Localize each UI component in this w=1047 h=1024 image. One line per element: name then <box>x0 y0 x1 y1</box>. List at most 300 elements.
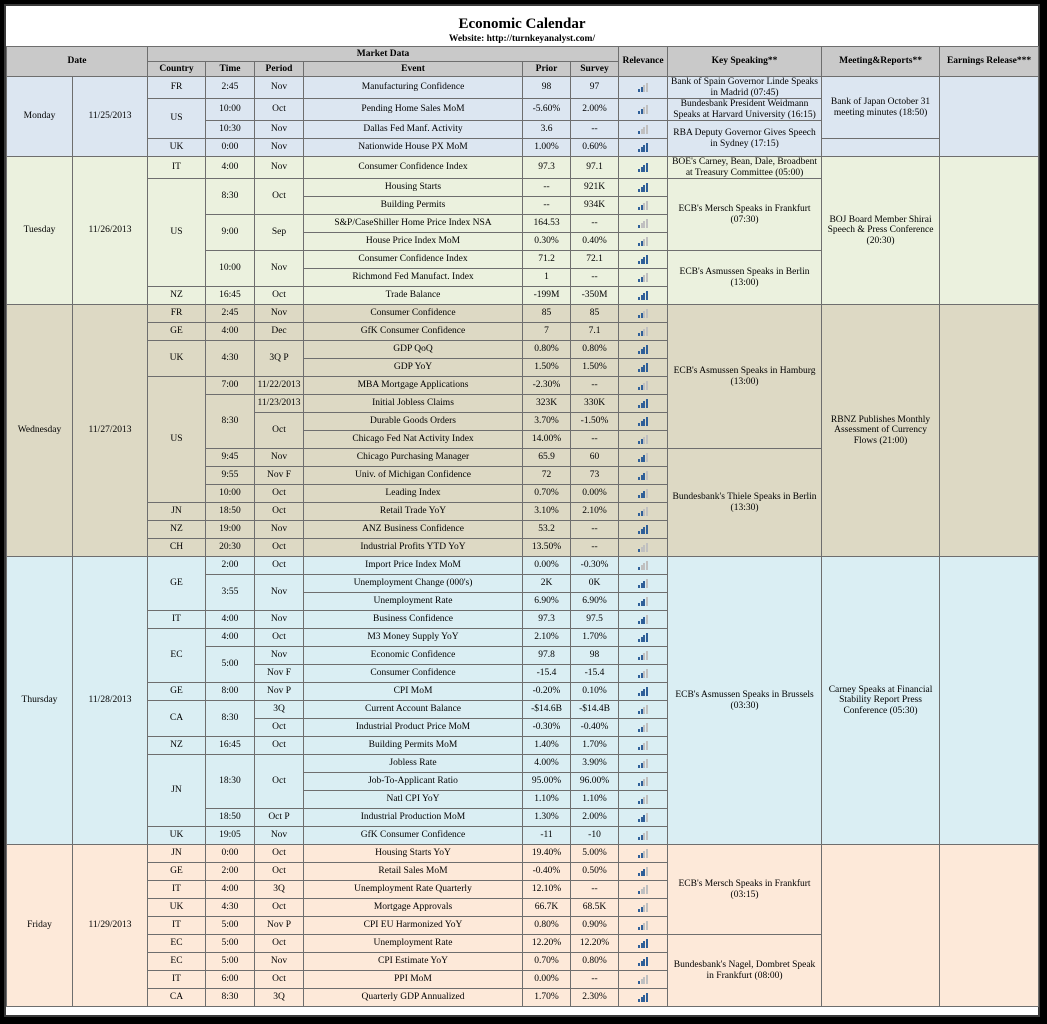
event-cell: GfK Consumer Confidence <box>304 323 523 341</box>
prior-cell: 12.10% <box>523 881 571 899</box>
prior-cell: 98 <box>523 77 571 99</box>
header-prior: Prior <box>523 62 571 77</box>
meeting-report-cell: BOJ Board Member Shirai Speech & Press Conference (20:30) <box>822 157 940 305</box>
day-name: Monday <box>7 77 73 157</box>
prior-cell: 0.00% <box>523 971 571 989</box>
period-cell: Sep <box>255 215 304 251</box>
survey-cell: 0.50% <box>571 863 619 881</box>
relevance-bars-icon <box>638 237 648 246</box>
time-cell: 16:45 <box>206 287 255 305</box>
prior-cell: 0.70% <box>523 953 571 971</box>
prior-cell: -5.60% <box>523 99 571 121</box>
event-cell: Leading Index <box>304 485 523 503</box>
survey-cell: -15.4 <box>571 665 619 683</box>
prior-cell: 97.8 <box>523 647 571 665</box>
relevance-bar <box>646 183 648 192</box>
prior-cell: 13.50% <box>523 539 571 557</box>
prior-cell: 3.6 <box>523 121 571 139</box>
relevance-bars-icon <box>638 993 648 1002</box>
survey-cell: 72.1 <box>571 251 619 269</box>
event-cell: Consumer Confidence Index <box>304 251 523 269</box>
header-relevance: Relevance <box>619 47 668 77</box>
country-cell: UK <box>148 139 206 157</box>
relevance-bars-icon <box>638 957 648 966</box>
event-cell: GfK Consumer Confidence <box>304 827 523 845</box>
relevance-cell <box>619 395 668 413</box>
relevance-bars-icon <box>638 201 648 210</box>
country-cell: CH <box>148 539 206 557</box>
prior-cell: 0.30% <box>523 233 571 251</box>
survey-cell: 6.90% <box>571 593 619 611</box>
prior-cell: 53.2 <box>523 521 571 539</box>
relevance-bars-icon <box>638 525 648 534</box>
day-name: Tuesday <box>7 157 73 305</box>
key-speaking-cell: Bundesbank President Weidmann Speaks at Harvard University (16:15) <box>668 99 822 121</box>
relevance-bars-icon <box>638 831 648 840</box>
relevance-cell <box>619 377 668 395</box>
title-bar <box>6 6 1038 46</box>
website-label: Website: http://turnkeyanalyst.com/ <box>448 34 596 44</box>
relevance-bar <box>646 255 648 264</box>
key-speaking-cell: ECB's Mersch Speaks in Frankfurt (07:30) <box>668 179 822 251</box>
event-cell: Univ. of Michigan Confidence <box>304 467 523 485</box>
prior-cell: 1.40% <box>523 737 571 755</box>
survey-cell: -- <box>571 215 619 233</box>
relevance-bars-icon <box>638 291 648 300</box>
period-cell: Nov <box>255 305 304 323</box>
event-cell: Industrial Profits YTD YoY <box>304 539 523 557</box>
relevance-cell <box>619 99 668 121</box>
relevance-bar <box>646 939 648 948</box>
prior-cell: 72 <box>523 467 571 485</box>
day-date: 11/27/2013 <box>73 305 148 557</box>
meeting-report-cell: Carney Speaks at Financial Stability Report Press Conference (05:30) <box>822 557 940 845</box>
relevance-cell <box>619 121 668 139</box>
calendar-frame <box>4 4 1040 1017</box>
prior-cell: -0.40% <box>523 863 571 881</box>
country-cell: IT <box>148 971 206 989</box>
period-cell: Nov <box>255 139 304 157</box>
key-speaking-cell: ECB's Mersch Speaks in Frankfurt (03:15) <box>668 845 822 935</box>
key-speaking-cell: Bundesbank's Nagel, Dombret Speak in Frankfurt (08:00) <box>668 935 822 1007</box>
event-cell: Chicago Purchasing Manager <box>304 449 523 467</box>
relevance-cell <box>619 863 668 881</box>
event-cell: PPI MoM <box>304 971 523 989</box>
period-cell: Nov <box>255 647 304 665</box>
period-cell: Oct <box>255 737 304 755</box>
header-period: Period <box>255 62 304 77</box>
header-market-data: Market Data <box>148 47 619 62</box>
relevance-bar <box>646 163 648 172</box>
event-cell: Retail Sales MoM <box>304 863 523 881</box>
relevance-cell <box>619 971 668 989</box>
header-earnings: Earnings Release*** <box>940 47 1039 77</box>
country-cell: IT <box>148 157 206 179</box>
relevance-cell <box>619 809 668 827</box>
country-cell: JN <box>148 755 206 827</box>
key-speaking-cell: ECB's Asmussen Speaks in Berlin (13:00) <box>668 251 822 305</box>
survey-cell: 96.00% <box>571 773 619 791</box>
relevance-bars-icon <box>638 125 648 134</box>
relevance-bars-icon <box>638 921 648 930</box>
prior-cell: 1.70% <box>523 989 571 1007</box>
table-row <box>7 157 1039 179</box>
relevance-cell <box>619 575 668 593</box>
time-cell: 2:00 <box>206 557 255 575</box>
period-cell: 3Q <box>255 989 304 1007</box>
relevance-cell <box>619 467 668 485</box>
earnings-release-cell <box>940 77 1039 157</box>
survey-cell: -$14.4B <box>571 701 619 719</box>
relevance-bar <box>646 831 648 840</box>
period-cell: Nov <box>255 575 304 611</box>
relevance-cell <box>619 269 668 287</box>
relevance-bars-icon <box>638 327 648 336</box>
prior-cell: 97.3 <box>523 157 571 179</box>
survey-cell: -350M <box>571 287 619 305</box>
period-cell: Oct <box>255 755 304 809</box>
relevance-bars-icon <box>638 633 648 642</box>
relevance-bar <box>646 705 648 714</box>
prior-cell: 85 <box>523 305 571 323</box>
table-row <box>7 77 1039 99</box>
period-cell: Nov <box>255 251 304 287</box>
relevance-bars-icon <box>638 597 648 606</box>
prior-cell: 2K <box>523 575 571 593</box>
key-speaking-cell: ECB's Asmussen Speaks in Brussels (03:30) <box>668 557 822 845</box>
relevance-bar <box>646 813 648 822</box>
time-cell: 3:55 <box>206 575 255 611</box>
relevance-cell <box>619 899 668 917</box>
header-survey: Survey <box>571 62 619 77</box>
event-cell: ANZ Business Confidence <box>304 521 523 539</box>
relevance-bar <box>646 345 648 354</box>
period-cell: 11/22/2013 <box>255 377 304 395</box>
prior-cell: -15.4 <box>523 665 571 683</box>
time-cell: 4:00 <box>206 629 255 647</box>
earnings-release-cell <box>940 557 1039 845</box>
key-speaking-cell: Bundesbank's Thiele Speaks in Berlin (13:30) <box>668 449 822 557</box>
country-cell: EC <box>148 629 206 683</box>
relevance-bars-icon <box>638 309 648 318</box>
relevance-cell <box>619 557 668 575</box>
relevance-bar <box>646 903 648 912</box>
relevance-bar <box>646 615 648 624</box>
time-cell: 2:00 <box>206 863 255 881</box>
earnings-release-cell <box>940 845 1039 1007</box>
survey-cell: 97.5 <box>571 611 619 629</box>
relevance-bar <box>646 687 648 696</box>
relevance-bar <box>646 885 648 894</box>
key-speaking-cell: ECB's Asmussen Speaks in Hamburg (13:00) <box>668 305 822 449</box>
survey-cell: 0.10% <box>571 683 619 701</box>
day-date: 11/28/2013 <box>73 557 148 845</box>
relevance-bar <box>646 105 648 114</box>
period-cell: Oct <box>255 539 304 557</box>
time-cell: 0:00 <box>206 139 255 157</box>
country-cell: IT <box>148 611 206 629</box>
period-cell: Nov F <box>255 665 304 683</box>
event-cell: Building Permits MoM <box>304 737 523 755</box>
relevance-bars-icon <box>638 489 648 498</box>
prior-cell: 1.30% <box>523 809 571 827</box>
relevance-bar <box>646 201 648 210</box>
country-cell: GE <box>148 683 206 701</box>
relevance-bar <box>646 291 648 300</box>
survey-cell: 2.00% <box>571 99 619 121</box>
relevance-bar <box>646 795 648 804</box>
relevance-bar <box>646 453 648 462</box>
period-cell: 3Q P <box>255 341 304 377</box>
survey-cell: 0.40% <box>571 233 619 251</box>
period-cell: Nov P <box>255 683 304 701</box>
event-cell: Trade Balance <box>304 287 523 305</box>
header-time: Time <box>206 62 255 77</box>
survey-cell: 1.70% <box>571 737 619 755</box>
country-cell: GE <box>148 863 206 881</box>
survey-cell: 3.90% <box>571 755 619 773</box>
event-cell: Industrial Production MoM <box>304 809 523 827</box>
time-cell: 4:00 <box>206 157 255 179</box>
country-cell: JN <box>148 503 206 521</box>
relevance-bar <box>646 597 648 606</box>
period-cell: Oct <box>255 179 304 215</box>
period-cell: Oct <box>255 413 304 449</box>
period-cell: Nov <box>255 77 304 99</box>
table-row <box>7 139 1039 157</box>
day-date: 11/29/2013 <box>73 845 148 1007</box>
period-cell: Oct <box>255 971 304 989</box>
prior-cell: 0.70% <box>523 485 571 503</box>
country-cell: US <box>148 99 206 139</box>
relevance-cell <box>619 323 668 341</box>
table-row <box>7 845 1039 863</box>
relevance-bar <box>646 143 648 152</box>
period-cell: Oct <box>255 485 304 503</box>
time-cell: 5:00 <box>206 917 255 935</box>
time-cell: 8:30 <box>206 179 255 215</box>
relevance-bars-icon <box>638 345 648 354</box>
relevance-cell <box>619 359 668 377</box>
relevance-bars-icon <box>638 939 648 948</box>
relevance-cell <box>619 935 668 953</box>
relevance-cell <box>619 431 668 449</box>
event-cell: Retail Trade YoY <box>304 503 523 521</box>
relevance-bars-icon <box>638 903 648 912</box>
survey-cell: 0K <box>571 575 619 593</box>
relevance-bar <box>646 849 648 858</box>
relevance-cell <box>619 413 668 431</box>
prior-cell: -0.30% <box>523 719 571 737</box>
relevance-bars-icon <box>638 975 648 984</box>
meeting-report-cell <box>822 845 940 1007</box>
relevance-bars-icon <box>638 453 648 462</box>
country-cell: US <box>148 377 206 503</box>
time-cell: 7:00 <box>206 377 255 395</box>
country-cell: FR <box>148 305 206 323</box>
relevance-cell <box>619 593 668 611</box>
survey-cell: -0.40% <box>571 719 619 737</box>
prior-cell: 6.90% <box>523 593 571 611</box>
period-cell: Nov <box>255 449 304 467</box>
survey-cell: -- <box>571 121 619 139</box>
prior-cell: -2.30% <box>523 377 571 395</box>
country-cell: IT <box>148 881 206 899</box>
event-cell: S&P/CaseShiller Home Price Index NSA <box>304 215 523 233</box>
prior-cell: -$14.6B <box>523 701 571 719</box>
event-cell: Initial Jobless Claims <box>304 395 523 413</box>
prior-cell: 65.9 <box>523 449 571 467</box>
country-cell: NZ <box>148 521 206 539</box>
survey-cell: 97 <box>571 77 619 99</box>
relevance-bar <box>646 363 648 372</box>
event-cell: Industrial Product Price MoM <box>304 719 523 737</box>
relevance-cell <box>619 647 668 665</box>
relevance-cell <box>619 77 668 99</box>
survey-cell: 2.30% <box>571 989 619 1007</box>
relevance-cell <box>619 485 668 503</box>
relevance-cell <box>619 503 668 521</box>
period-cell: 11/23/2013 <box>255 395 304 413</box>
period-cell: Oct P <box>255 809 304 827</box>
event-cell: Unemployment Change (000's) <box>304 575 523 593</box>
earnings-release-cell <box>940 305 1039 557</box>
relevance-bars-icon <box>638 561 648 570</box>
relevance-bar <box>646 543 648 552</box>
time-cell: 18:30 <box>206 755 255 809</box>
time-cell: 18:50 <box>206 809 255 827</box>
relevance-cell <box>619 827 668 845</box>
relevance-bar <box>646 381 648 390</box>
relevance-bar <box>646 579 648 588</box>
survey-cell: 0.90% <box>571 917 619 935</box>
meeting-report-cell <box>822 139 940 157</box>
prior-cell: -- <box>523 197 571 215</box>
relevance-bar <box>646 867 648 876</box>
meeting-report-cell: RBNZ Publishes Monthly Assessment of Currency Flows (21:00) <box>822 305 940 557</box>
header-event: Event <box>304 62 523 77</box>
time-cell: 4:00 <box>206 611 255 629</box>
country-cell: US <box>148 179 206 287</box>
prior-cell: 19.40% <box>523 845 571 863</box>
event-cell: Mortgage Approvals <box>304 899 523 917</box>
page-title: Economic Calendar <box>458 16 586 32</box>
event-cell: Pending Home Sales MoM <box>304 99 523 121</box>
time-cell: 4:30 <box>206 899 255 917</box>
survey-cell: 1.50% <box>571 359 619 377</box>
period-cell: Oct <box>255 629 304 647</box>
relevance-bars-icon <box>638 255 648 264</box>
event-cell: CPI EU Harmonized YoY <box>304 917 523 935</box>
relevance-bar <box>646 741 648 750</box>
event-cell: M3 Money Supply YoY <box>304 629 523 647</box>
event-cell: Dallas Fed Manf. Activity <box>304 121 523 139</box>
time-cell: 5:00 <box>206 935 255 953</box>
period-cell: Oct <box>255 287 304 305</box>
relevance-cell <box>619 287 668 305</box>
country-cell: UK <box>148 341 206 377</box>
relevance-cell <box>619 197 668 215</box>
relevance-bar <box>646 327 648 336</box>
day-name: Wednesday <box>7 305 73 557</box>
survey-cell: -- <box>571 521 619 539</box>
relevance-cell <box>619 665 668 683</box>
event-cell: Natl CPI YoY <box>304 791 523 809</box>
survey-cell: 921K <box>571 179 619 197</box>
relevance-bars-icon <box>638 669 648 678</box>
prior-cell: 2.10% <box>523 629 571 647</box>
event-cell: GDP QoQ <box>304 341 523 359</box>
survey-cell: 98 <box>571 647 619 665</box>
relevance-cell <box>619 917 668 935</box>
relevance-cell <box>619 139 668 157</box>
relevance-bars-icon <box>638 143 648 152</box>
survey-cell: 934K <box>571 197 619 215</box>
time-cell: 2:45 <box>206 305 255 323</box>
prior-cell: -0.20% <box>523 683 571 701</box>
day-date: 11/25/2013 <box>73 77 148 157</box>
period-cell: Dec <box>255 323 304 341</box>
relevance-bar <box>646 759 648 768</box>
survey-cell: -0.30% <box>571 557 619 575</box>
time-cell: 10:00 <box>206 251 255 287</box>
survey-cell: 1.10% <box>571 791 619 809</box>
relevance-bar <box>646 669 648 678</box>
header-date: Date <box>7 47 148 77</box>
time-cell: 10:00 <box>206 485 255 503</box>
survey-cell: 0.80% <box>571 341 619 359</box>
relevance-bars-icon <box>638 759 648 768</box>
relevance-bars-icon <box>638 777 648 786</box>
relevance-bars-icon <box>638 705 648 714</box>
event-cell: GDP YoY <box>304 359 523 377</box>
period-cell: Nov <box>255 827 304 845</box>
relevance-bar <box>646 777 648 786</box>
event-cell: Jobless Rate <box>304 755 523 773</box>
event-cell: Housing Starts YoY <box>304 845 523 863</box>
event-cell: Chicago Fed Nat Activity Index <box>304 431 523 449</box>
relevance-bars-icon <box>638 399 648 408</box>
period-cell: Oct <box>255 845 304 863</box>
country-cell: UK <box>148 899 206 917</box>
relevance-bars-icon <box>638 435 648 444</box>
prior-cell: 0.80% <box>523 341 571 359</box>
relevance-cell <box>619 683 668 701</box>
event-cell: House Price Index MoM <box>304 233 523 251</box>
relevance-cell <box>619 233 668 251</box>
relevance-bar <box>646 975 648 984</box>
survey-cell: -- <box>571 881 619 899</box>
relevance-cell <box>619 215 668 233</box>
event-cell: Unemployment Rate <box>304 593 523 611</box>
relevance-bars-icon <box>638 273 648 282</box>
prior-cell: 12.20% <box>523 935 571 953</box>
country-cell: EC <box>148 935 206 953</box>
event-cell: Unemployment Rate Quarterly <box>304 881 523 899</box>
relevance-bar <box>646 237 648 246</box>
relevance-bar <box>646 125 648 134</box>
period-cell: Nov <box>255 157 304 179</box>
country-cell: GE <box>148 557 206 611</box>
prior-cell: 14.00% <box>523 431 571 449</box>
day-date: 11/26/2013 <box>73 157 148 305</box>
relevance-bar <box>646 561 648 570</box>
relevance-cell <box>619 251 668 269</box>
survey-cell: 0.80% <box>571 953 619 971</box>
prior-cell: 3.70% <box>523 413 571 431</box>
country-cell: IT <box>148 917 206 935</box>
prior-cell: 7 <box>523 323 571 341</box>
